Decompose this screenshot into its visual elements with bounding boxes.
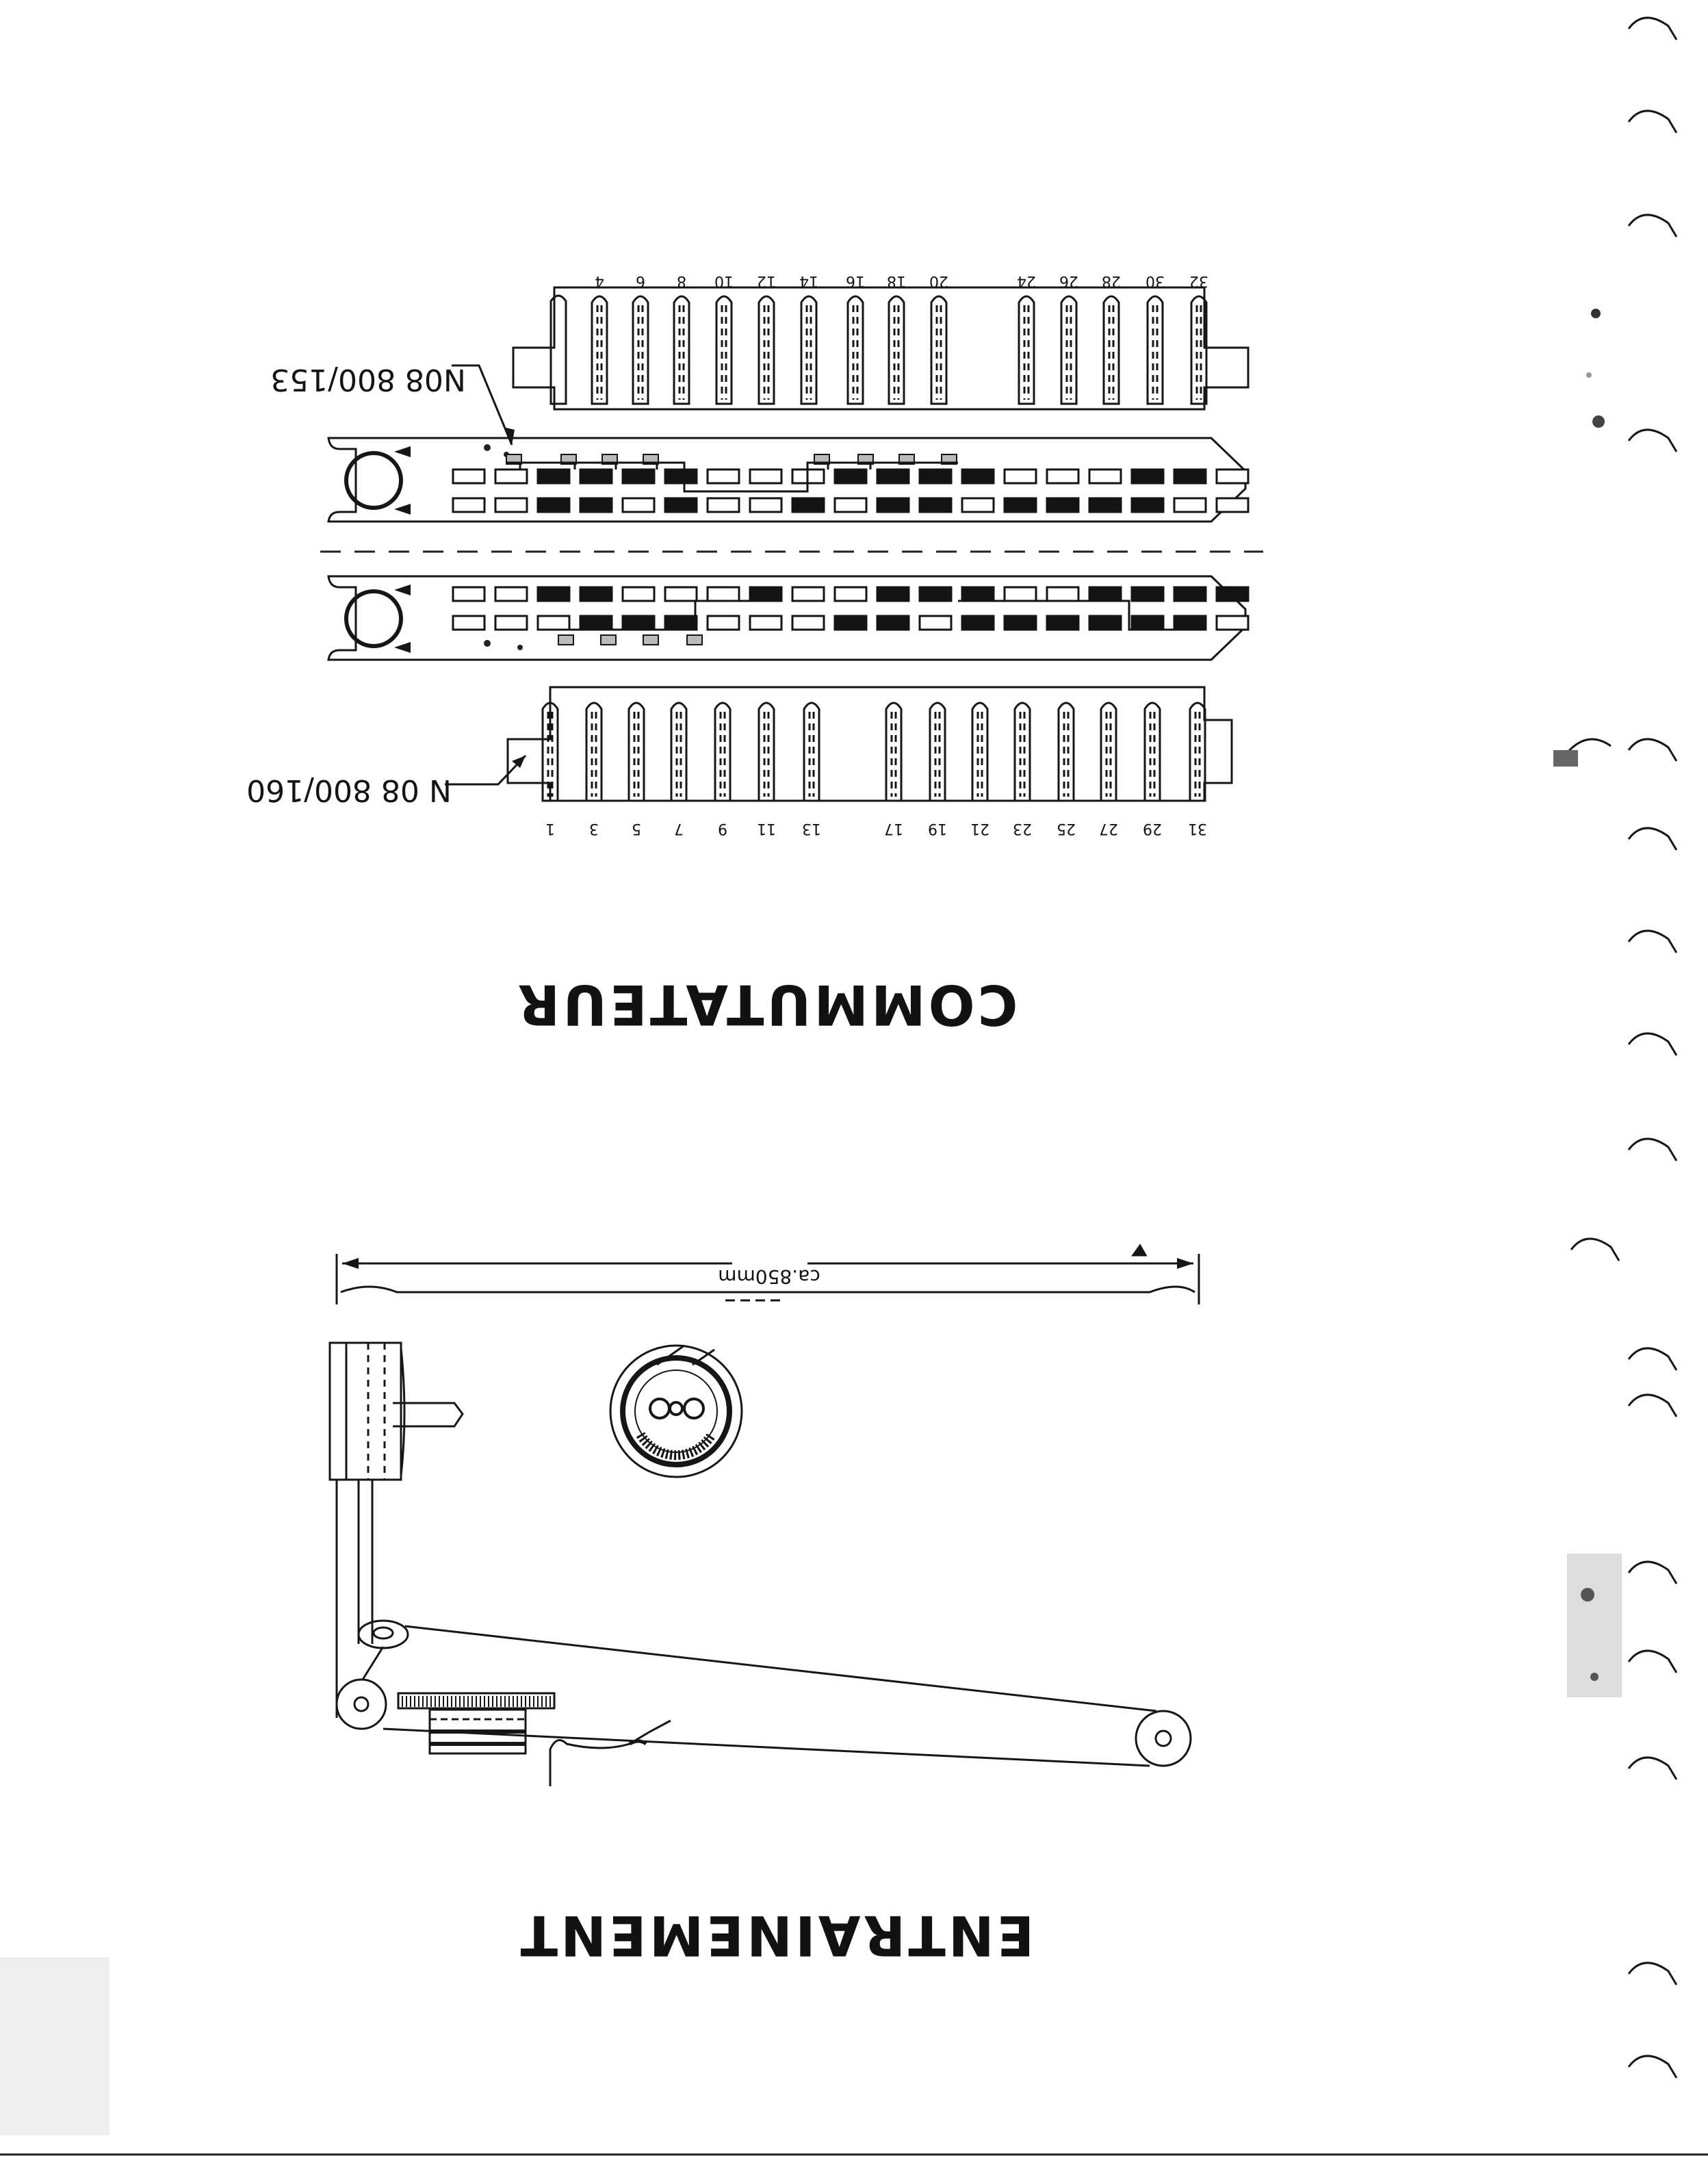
lower-pin-number: 17: [884, 820, 903, 837]
upper-strip-contact-pads: [453, 454, 1248, 512]
lower-strip-hole: [346, 591, 401, 646]
upper-pin-number: 26: [1059, 272, 1078, 290]
lower-pin-number: 29: [1143, 820, 1162, 837]
scan-specks: [0, 309, 1622, 2135]
lower-pin-number: 11: [757, 820, 776, 837]
upper-pin-number: 4: [595, 272, 604, 290]
lower-part-number: N 08 800/160: [246, 773, 452, 808]
lower-pin-number: 27: [1099, 820, 1118, 837]
upper-connector-pins: [551, 296, 1206, 404]
upper-pin-number: 16: [846, 272, 865, 290]
belt-length-label: ca.850mm: [718, 1265, 820, 1288]
upper-pin-number: 28: [1102, 272, 1121, 290]
lower-switch-strip: [328, 576, 1248, 660]
upper-pin-number: 12: [757, 272, 776, 290]
lower-pin-number: 23: [1013, 820, 1032, 837]
idler-pulley-right: [1136, 1711, 1191, 1766]
upper-strip-hole: [346, 453, 401, 508]
lower-strip-contact-pads: [453, 587, 1248, 645]
upper-pin-number: 6: [636, 272, 645, 290]
upper-pin-number: 8: [677, 272, 686, 290]
upper-pin-number: 14: [799, 272, 818, 290]
lower-part-label: [246, 756, 526, 808]
lower-pin-number: 31: [1188, 820, 1207, 837]
drum-spindle: [330, 1343, 463, 1718]
lower-pin-number: 9: [718, 820, 727, 837]
lower-connector-pins: [543, 703, 1205, 801]
upper-pin-number: 10: [714, 272, 734, 290]
lower-pin-number: 1: [545, 820, 555, 837]
lower-connector: [508, 687, 1232, 801]
upper-pin-number: 30: [1146, 272, 1165, 290]
lower-pin-number: 19: [928, 820, 947, 837]
lower-pin-number: 21: [970, 820, 989, 837]
commutateur-title: COMMUTATEUR: [515, 973, 1018, 1036]
lower-pin-number: 5: [632, 820, 641, 837]
upper-part-number: N08 800/153: [270, 362, 466, 397]
lower-pin-number: 3: [589, 820, 599, 837]
binder-ring-marks: [1567, 18, 1677, 2078]
upper-pin-numbers: [595, 272, 1208, 290]
upper-pin-number: 24: [1017, 272, 1036, 290]
lower-pin-numbers: [545, 820, 1207, 837]
upper-pin-number: 18: [887, 272, 906, 290]
idler-pulley-left: [337, 1680, 386, 1729]
upper-part-label: [270, 362, 515, 445]
upper-connector: [513, 287, 1248, 409]
motor-pulley: [610, 1346, 742, 1477]
upper-pin-number: 20: [929, 272, 948, 290]
lower-pin-number: 25: [1057, 820, 1076, 837]
upper-switch-strip: [328, 438, 1248, 522]
entrainement-title: ENTRAINEMENT: [517, 1903, 1035, 1967]
idler-pulley-upper: [359, 1621, 408, 1648]
lower-pin-number: 7: [674, 820, 684, 837]
upper-pin-number: 32: [1189, 272, 1208, 290]
lower-pin-number: 13: [802, 820, 821, 837]
